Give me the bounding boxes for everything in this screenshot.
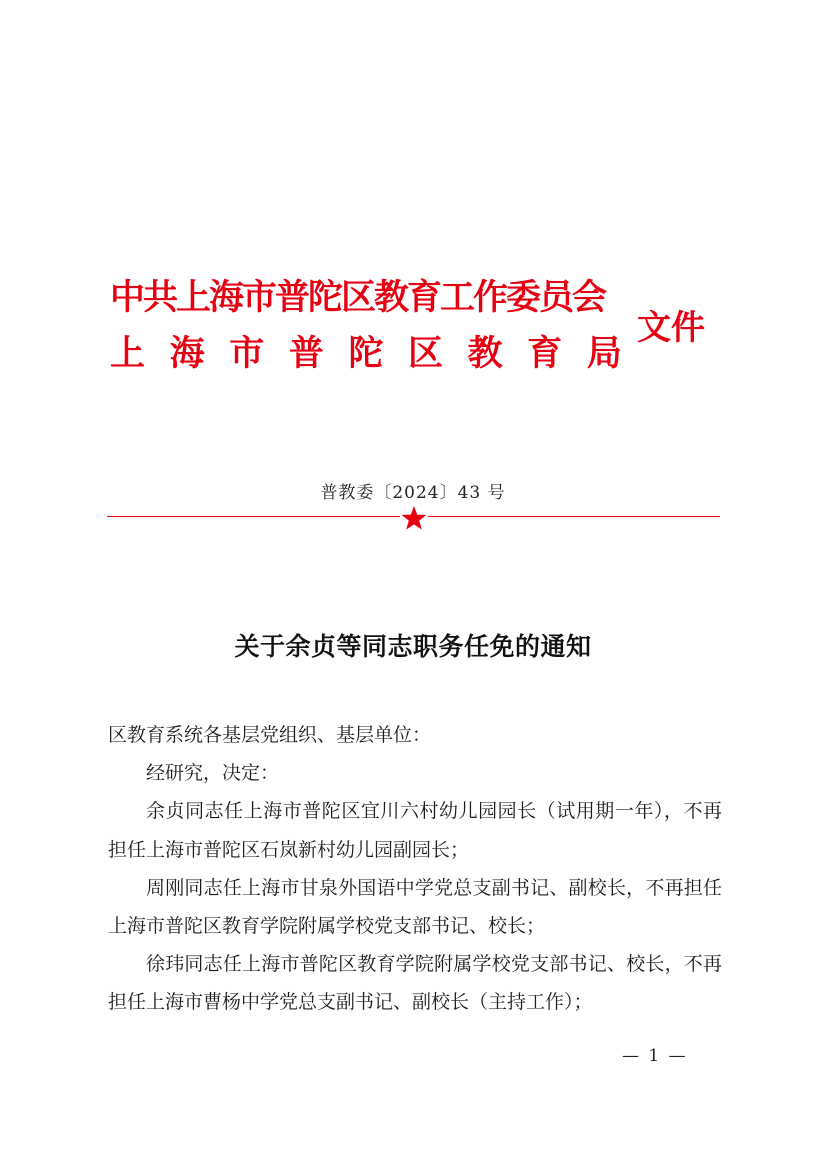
- document-title: 关于余贞等同志职务任免的通知: [234, 632, 592, 661]
- document-suffix: 文件: [637, 308, 705, 348]
- red-star-icon: [400, 505, 428, 531]
- document-body: [108, 716, 722, 1022]
- body-paragraph: 周刚同志任上海市甘泉外国语中学党总支副书记、副校长，不再担任上海市普陀区教育学院附属学校党支部书记、校长；: [108, 876, 722, 938]
- issuer-line-party-committee: 中共上海市普陀区教育工作委员会: [110, 277, 606, 318]
- document-header: [110, 270, 730, 380]
- red-divider-left: [107, 516, 400, 517]
- issuer-char: 陀: [348, 333, 384, 374]
- issuer-line-education-bureau: [110, 332, 622, 376]
- issuer-char: 上: [110, 333, 146, 374]
- issuer-char: 教: [467, 333, 503, 374]
- issuer-char: 普: [288, 333, 324, 374]
- body-paragraph: 余贞同志任上海市普陀区宜川六村幼儿园园长（试用期一年），不再担任上海市普陀区石岚新村幼儿园副园长；: [108, 800, 722, 861]
- issuer-char: 区: [408, 333, 444, 374]
- body-paragraph: 徐玮同志任上海市普陀区教育学院附属学校党支部书记、校长，不再担任上海市曹杨中学党总支副书记、副校长（主持工作）；: [108, 953, 722, 1014]
- salutation: 区教育系统各基层党组织、基层单位：: [108, 724, 432, 746]
- issuer-char: 育: [527, 333, 563, 374]
- issuer-char: 局: [586, 333, 622, 374]
- body-paragraph: 经研究，决定：: [146, 762, 280, 785]
- document-number: 普教委〔2024〕43 号: [320, 483, 506, 503]
- issuer-char: 市: [229, 333, 265, 374]
- issuer-char: 海: [169, 333, 205, 374]
- red-divider-right: [428, 516, 720, 517]
- page-number: — 1 —: [622, 1046, 688, 1066]
